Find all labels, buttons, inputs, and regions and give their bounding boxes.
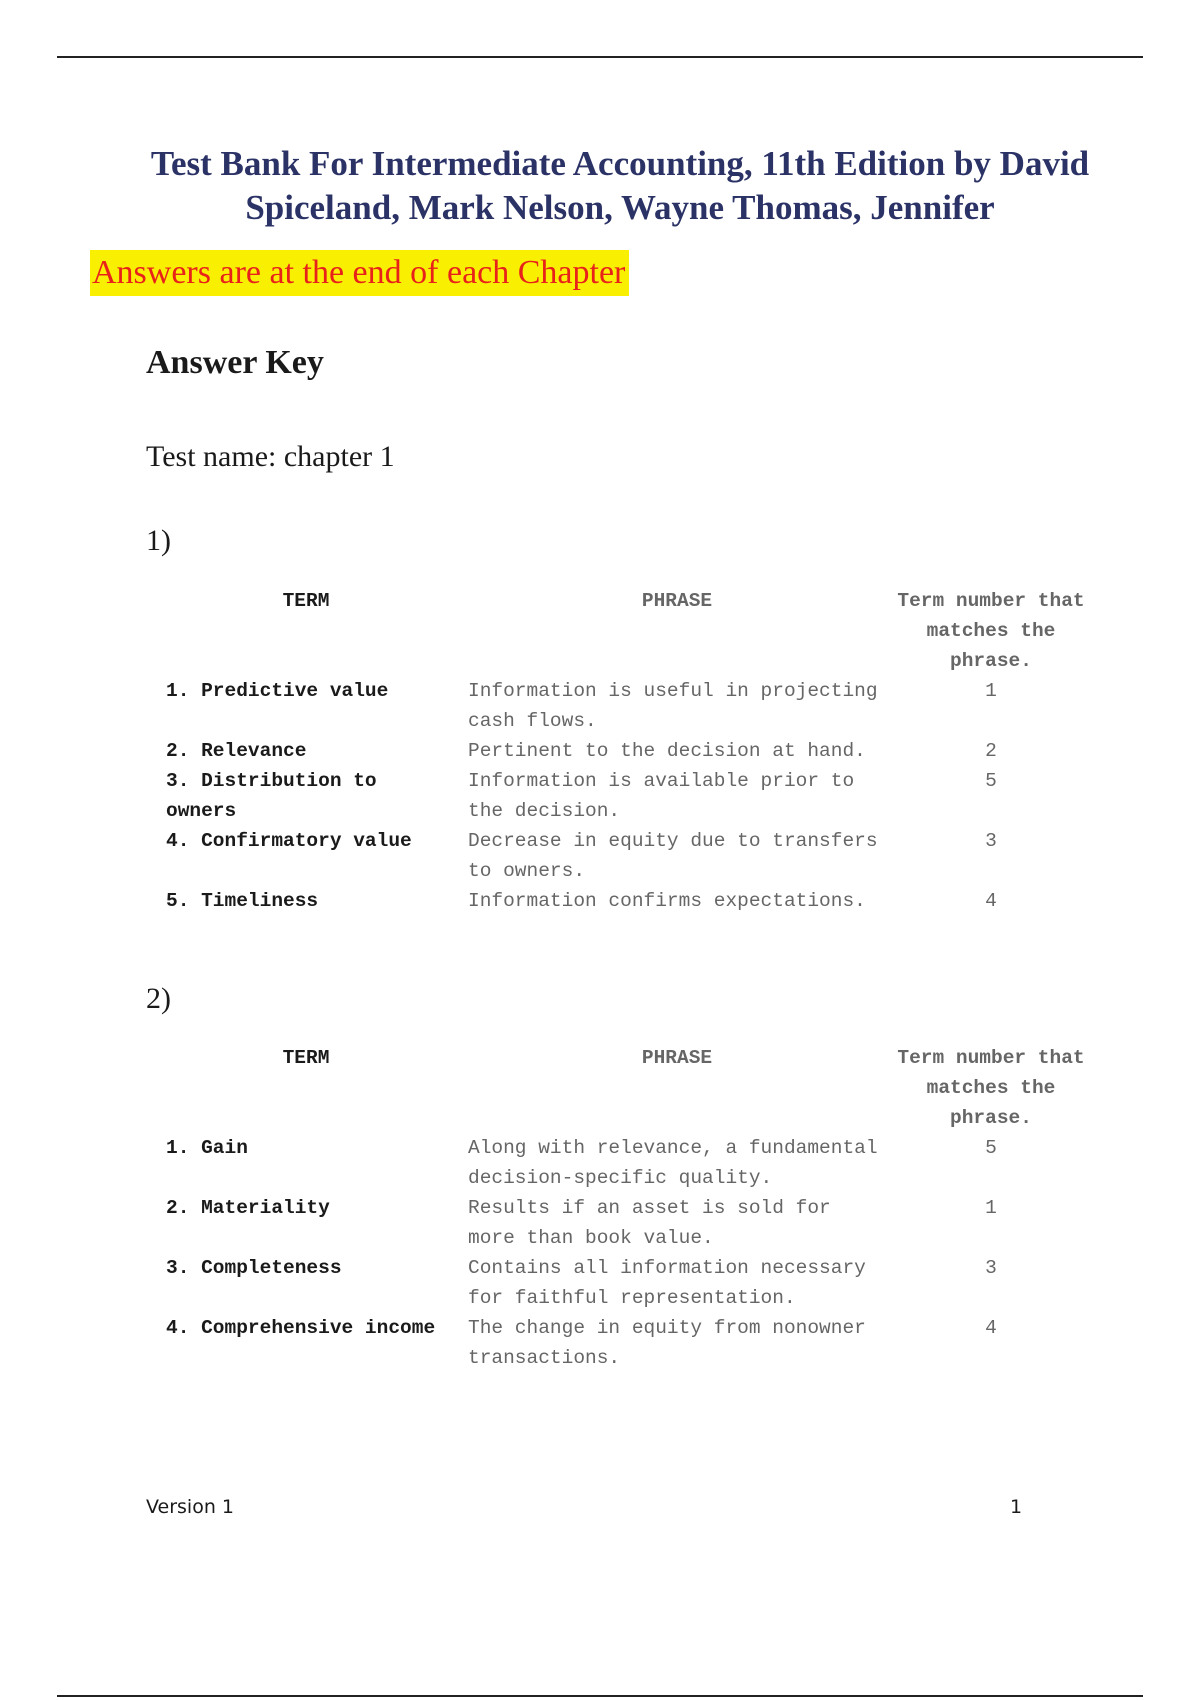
phrase-cell: Decrease in equity due to transfers to owners. (468, 830, 878, 882)
table-row (146, 1133, 1096, 1193)
question-number: 2) (146, 982, 171, 1015)
term-cell: 4. Confirmatory value (166, 830, 412, 852)
page-number: 1 (1010, 1496, 1023, 1518)
bottom-rule (57, 1695, 1143, 1697)
footer-version: Version 1 (146, 1496, 234, 1518)
table-row (146, 736, 1096, 766)
phrase-column-header: PHRASE (641, 590, 713, 612)
term-column-header: TERM (282, 590, 330, 612)
phrase-cell: The change in equity from nonowner transactions. (468, 1317, 866, 1369)
answer-cell: 3 (985, 830, 997, 852)
answers-notice: Answers are at the end of each Chapter (90, 250, 629, 296)
table-row (146, 1193, 1096, 1253)
matching-table (146, 1043, 1096, 1373)
answer-cell: 4 (985, 890, 997, 912)
table-row (146, 1253, 1096, 1313)
term-column-header: TERM (282, 1047, 330, 1069)
term-cell: 3. Completeness (166, 1257, 342, 1279)
phrase-cell: Information is useful in projecting cash flows. (468, 680, 878, 732)
phrase-column-header: PHRASE (641, 1047, 713, 1069)
answer-cell: 5 (985, 1137, 997, 1159)
answer-column-header: Term number that matches the phrase. (897, 1047, 1085, 1129)
top-rule (57, 56, 1143, 58)
table-header (146, 1043, 1096, 1133)
table-row (146, 766, 1096, 826)
answer-cell: 1 (985, 1197, 997, 1219)
document-title: Test Bank For Intermediate Accounting, 11th Edition by David Spiceland, Mark Nelson, Wayne Thomas, Jennifer (150, 144, 1090, 227)
answer-column-header: Term number that matches the phrase. (897, 590, 1085, 672)
answer-cell: 4 (985, 1317, 997, 1339)
question-number: 1) (146, 524, 171, 557)
phrase-cell: Pertinent to the decision at hand. (468, 740, 866, 762)
matching-table (146, 586, 1096, 916)
test-name: Test name: chapter 1 (146, 440, 395, 473)
answer-cell: 2 (985, 740, 997, 762)
term-cell: 1. Predictive value (166, 680, 389, 702)
table-row (146, 1313, 1096, 1373)
table-row (146, 886, 1096, 916)
answer-cell: 5 (985, 770, 997, 792)
table-row (146, 826, 1096, 886)
phrase-cell: Contains all information necessary for faithful representation. (468, 1257, 866, 1309)
term-cell: 4. Comprehensive income (166, 1317, 436, 1339)
phrase-cell: Along with relevance, a fundamental decision-specific quality. (468, 1137, 878, 1189)
term-cell: 2. Relevance (166, 740, 307, 762)
term-cell: 1. Gain (166, 1137, 248, 1159)
table-row (146, 676, 1096, 736)
term-cell: 2. Materiality (166, 1197, 330, 1219)
answer-key-heading: Answer Key (146, 344, 324, 381)
answer-cell: 1 (985, 680, 997, 702)
term-cell: 5. Timeliness (166, 890, 319, 912)
phrase-cell: Information is available prior to the decision. (468, 770, 855, 822)
phrase-cell: Results if an asset is sold for more than book value. (468, 1197, 831, 1249)
answer-cell: 3 (985, 1257, 997, 1279)
phrase-cell: Information confirms expectations. (468, 890, 866, 912)
table-header (146, 586, 1096, 676)
term-cell: 3. Distribution to owners (166, 770, 377, 822)
